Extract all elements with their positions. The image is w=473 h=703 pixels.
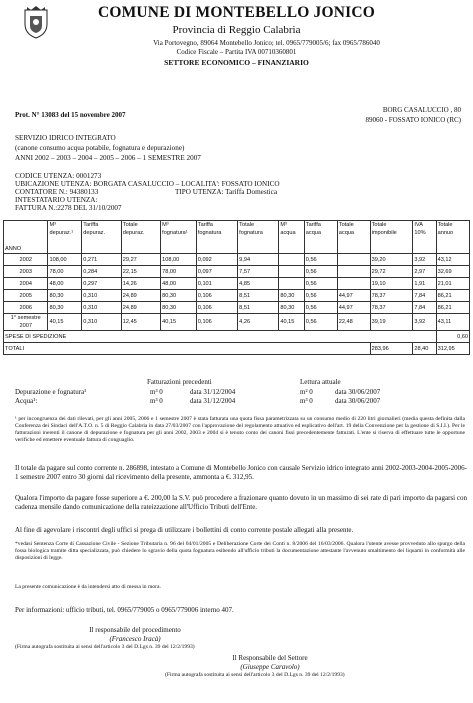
table-cell: 0,310 <box>82 314 122 331</box>
table-header-cell: Totale imponibile <box>370 221 413 254</box>
table-cell: 21,01 <box>436 278 469 290</box>
table-cell: 7,84 <box>413 290 436 302</box>
protocol-number: Prot. N° 13083 del 15 novembre 2007 <box>15 111 126 119</box>
table-cell: 40,15 <box>161 314 197 331</box>
table-cell: 80,30 <box>48 290 82 302</box>
contact-info: Per informazioni: ufficio tributi, tel. 0965/779005 o 0965/779006 interno 407. <box>15 606 234 614</box>
tipo-utenza: TIPO UTENZA: Tariffa Domestica <box>175 188 278 196</box>
table-header-cell: Tariffa depuraz. <box>82 221 122 254</box>
installment-paragraph: Qualora l'importo da pagare fosse superiore a €. 200,00 la S.V. può procedere a frazionare quanto dovuto in un massimo di sei rate di pari importo da pagarsi con cadenza mensile dando comunicazione della rateizzazione all'Ufficio Tributi dell'Ente. <box>15 494 467 511</box>
table-cell: 8,51 <box>238 290 279 302</box>
table-cell: 2005 <box>4 290 48 302</box>
footnote-text: ¹ per incongruenza dei dati rilevati, per gli anni 2005, 2006 e 1 semestre 2007 è stata fatturata una quota fissa parametrizzata su un consumo medio di 220 litri giornalieri (media questa definita dalla Conferenza dei Sindaci dell'A.T.O. n. 5 di Reggio Calabria in data 27/03/2007 con l'approvazione del regolamento attuativo ed esplicativo dell'art. 19 della Convenzione per la gestione di S.I.I.). Per le fatturazioni inerenti il canone di depurazione e fognatura per gli anni 2002, 2003 e 2004 si è tenuto conto dei canoni fissi precedentemente fatturati. L'ente si riserva di effettuare tutte le opportune verifiche ed emettere eventuale fattura di conguaglio. <box>15 416 465 443</box>
prev-dep-m3: m³ 0 <box>150 388 163 396</box>
acqua-label: Acqua¹: <box>15 397 38 405</box>
messa-in-mora-notice: La presente comunicazione è da intendersi atto di messa in mora. <box>15 584 161 590</box>
table-row <box>4 302 470 314</box>
table-cell <box>279 278 304 290</box>
table-cell: 24,89 <box>121 290 160 302</box>
contatore: CONTATORE N.: 94380133 <box>15 188 99 196</box>
intestatario-utenza: INTESTATARIO UTENZA: <box>15 196 98 204</box>
table-cell: 22,15 <box>121 266 160 278</box>
table-cell: 0,297 <box>82 278 122 290</box>
spese-row <box>4 331 470 343</box>
table-cell: 80,30 <box>161 290 197 302</box>
table-cell: 4,26 <box>238 314 279 331</box>
table-header-cell: Totale fognatura <box>238 221 279 254</box>
table-cell: 0,092 <box>196 254 237 266</box>
table-header-cell: M³ fognatura¹ <box>161 221 197 254</box>
subject-line-3: ANNI 2002 – 2003 – 2004 – 2005 – 2006 – 1 SEMESTRE 2007 <box>15 154 201 162</box>
billing-table <box>3 220 470 355</box>
prev-acq-date: data 31/12/2004 <box>190 397 236 405</box>
table-header-cell: M³ acqua <box>279 221 304 254</box>
table-cell: 0,101 <box>196 278 237 290</box>
table-header-cell: Totale annuo <box>436 221 469 254</box>
table-cell: 40,15 <box>48 314 82 331</box>
table-cell: 80,30 <box>48 302 82 314</box>
codice-fiscale: Codice Fiscale – Partita IVA 00710360801 <box>176 48 297 56</box>
fattura-number: FATTURA N.:2278 DEL 31/10/2007 <box>15 204 122 212</box>
table-cell <box>279 254 304 266</box>
table-cell: 48,00 <box>48 278 82 290</box>
table-cell: 29,72 <box>370 266 413 278</box>
table-cell: 78,37 <box>370 302 413 314</box>
ubicazione-utenza: UBICAZIONE UTENZA: BORGATA CASALUCCIO – LOCALITA': FOSSATO IONICO <box>15 180 280 188</box>
table-cell: 0,106 <box>196 302 237 314</box>
resp-settore-name: (Giuseppe Caravolo) <box>240 663 300 671</box>
spese-value: 0,60 <box>436 331 469 343</box>
subject-line-2: (canone consumo acqua potabile, fognatura e depurazione) <box>15 144 185 152</box>
totali-iva: 28,40 <box>413 343 436 355</box>
subject-line-1: SERVIZIO IDRICO INTEGRATO <box>15 134 116 142</box>
resp-procedimento-note: (Firma autografa sostituita ai sensi dell'articolo 3 del D.Lgs n. 39 del 12/2/1993) <box>15 644 195 650</box>
lett-acq-m: m³ 0 <box>300 397 313 405</box>
table-cell: 39,19 <box>370 314 413 331</box>
bollettini-paragraph: Al fine di agevolare i riscontri degli uffici si prega di utilizzare i bollettini di conto corrente postale allegati alla presente. <box>15 526 354 534</box>
table-cell: 48,00 <box>161 278 197 290</box>
table-header-cell: Totale depuraz. <box>121 221 160 254</box>
fatturazioni-precedenti-header: Fatturazioni precedenti <box>147 378 212 386</box>
table-cell: 0,310 <box>82 302 122 314</box>
table-cell: 0,56 <box>304 302 337 314</box>
table-cell: 29,27 <box>121 254 160 266</box>
table-cell: 14,26 <box>121 278 160 290</box>
table-header-cell: Tariffa fognatura <box>196 221 237 254</box>
table-cell: 4,85 <box>238 278 279 290</box>
table-cell: 108,00 <box>48 254 82 266</box>
resp-settore-role: Il Responsabile del Settore <box>232 654 308 662</box>
table-header-cell: IVA 10% <box>413 221 436 254</box>
lett-dep-date: data 30/06/2007 <box>335 388 381 396</box>
table-cell: 7,84 <box>413 302 436 314</box>
table-cell: 2,97 <box>413 266 436 278</box>
table-cell: 19,10 <box>370 278 413 290</box>
table-cell: 80,30 <box>161 302 197 314</box>
table-cell: 80,30 <box>279 302 304 314</box>
table-cell: 78,00 <box>161 266 197 278</box>
municipality-title: COMUNE DI MONTEBELLO JONICO <box>97 4 376 21</box>
resp-procedimento-role: Il responsabile del procedimento <box>89 626 181 634</box>
table-cell: 2003 <box>4 266 48 278</box>
table-row <box>4 254 470 266</box>
table-cell: 0,56 <box>304 266 337 278</box>
table-cell: 0,56 <box>304 278 337 290</box>
table-cell: 86,21 <box>436 290 469 302</box>
payment-total-paragraph: Il totale da pagare sul conto corrente n. 286898, intestato a Comune di Montebello Jonico con causale Servizio idrico integrato anni 2002-2003-2004-2005-2006-1 semestre 2007 entro 30 giorni dal ricevimento della presente, ammonta a €. 312,95. <box>15 464 467 481</box>
table-cell: 22,48 <box>337 314 370 331</box>
table-cell: 8,51 <box>238 302 279 314</box>
lett-acq-date: data 30/06/2007 <box>335 397 381 405</box>
lett-dep-m: m² 0 <box>300 388 313 396</box>
table-header-row <box>4 221 470 254</box>
table-cell: 1,91 <box>413 278 436 290</box>
table-header-cell: ANNO <box>4 221 48 254</box>
lettura-attuale-header: Lettura attuale <box>300 378 341 386</box>
table-cell: 40,15 <box>279 314 304 331</box>
table-cell <box>279 266 304 278</box>
resp-procedimento-name: (Francesco Iracà) <box>109 635 161 643</box>
municipality-address: Via Portovegno, 89064 Montebello Jonico; tel. 0965/779005/6; fax 0965/786040 <box>153 39 380 47</box>
spese-label: SPESE DI SPEDIZIONE <box>4 331 437 343</box>
table-cell: 86,21 <box>436 302 469 314</box>
table-cell: 32,69 <box>436 266 469 278</box>
table-header-cell: Tariffa acqua <box>304 221 337 254</box>
table-cell: 78,00 <box>48 266 82 278</box>
table-cell: 12,45 <box>121 314 160 331</box>
totali-row <box>4 343 470 355</box>
table-row <box>4 266 470 278</box>
table-cell: 24,89 <box>121 302 160 314</box>
table-cell: 0,106 <box>196 314 237 331</box>
table-cell: 2002 <box>4 254 48 266</box>
prev-acq-m3: m³ 0 <box>150 397 163 405</box>
table-cell <box>337 254 370 266</box>
table-cell: 78,37 <box>370 290 413 302</box>
table-row <box>4 314 470 331</box>
table-header-cell: Totale acqua <box>337 221 370 254</box>
table-cell: 43,11 <box>436 314 469 331</box>
table-cell: 0,097 <box>196 266 237 278</box>
table-cell: 39,20 <box>370 254 413 266</box>
recipient-line-2: 89060 - FOSSATO IONICO (RC) <box>365 116 461 124</box>
table-row <box>4 290 470 302</box>
table-cell: 0,56 <box>304 254 337 266</box>
table-row <box>4 278 470 290</box>
table-cell: 3,92 <box>413 254 436 266</box>
table-header-cell: M³ depuraz.¹ <box>48 221 82 254</box>
resp-settore-note: (Firma autografa sostituita ai sensi dell'articolo 3 del D.Lgs n. 39 del 12/2/1993) <box>165 672 345 678</box>
table-cell: 9,94 <box>238 254 279 266</box>
table-cell: 0,106 <box>196 290 237 302</box>
table-cell: 0,56 <box>304 290 337 302</box>
settore-name: SETTORE ECONOMICO – FINANZIARIO <box>164 58 309 67</box>
table-cell: 80,30 <box>279 290 304 302</box>
codice-utenza: CODICE UTENZA: 0001273 <box>15 172 102 180</box>
depurazione-fognatura-label: Depurazione e fognatura¹ <box>15 388 87 396</box>
table-cell: 0,284 <box>82 266 122 278</box>
prev-dep-date: data 31/12/2004 <box>190 388 236 396</box>
table-cell: 3,92 <box>413 314 436 331</box>
table-cell: 43,12 <box>436 254 469 266</box>
table-cell: 0,271 <box>82 254 122 266</box>
province-name: Provincia di Reggio Calabria <box>172 24 301 36</box>
table-cell: 108,00 <box>161 254 197 266</box>
table-cell: 1° semestre 2007 <box>4 314 48 331</box>
totali-annuo: 312,95 <box>436 343 469 355</box>
vedasi-note: *vedasi Sentenza Corte di Cassazione Civile - Sezione Tributaria n. 96 del 04/01/2005 e Deliberazione Corte dei Conti n. 8/2006 del 16/03/2006. Qualora l'utente avesse provveduto allo spurgo della fossa biologica tramite ditta specializzata, può chiedere lo sgravio della quota fognatura esibendo all'ufficio tributi la documentazione attestante l'avvenuto smaltimento dei liquami in conformità alle disposizioni di legge. <box>15 541 465 561</box>
table-cell: 0,56 <box>304 314 337 331</box>
table-cell: 0,310 <box>82 290 122 302</box>
table-cell: 7,57 <box>238 266 279 278</box>
table-cell <box>337 278 370 290</box>
table-cell: 44,97 <box>337 290 370 302</box>
table-cell <box>337 266 370 278</box>
table-cell: 44,97 <box>337 302 370 314</box>
totali-label: TOTALI <box>4 343 371 355</box>
recipient-line-1: BORG CASALUCCIO , 80 <box>382 106 461 114</box>
table-cell: 2004 <box>4 278 48 290</box>
table-cell: 2006 <box>4 302 48 314</box>
totali-imponibile: 283,96 <box>370 343 413 355</box>
